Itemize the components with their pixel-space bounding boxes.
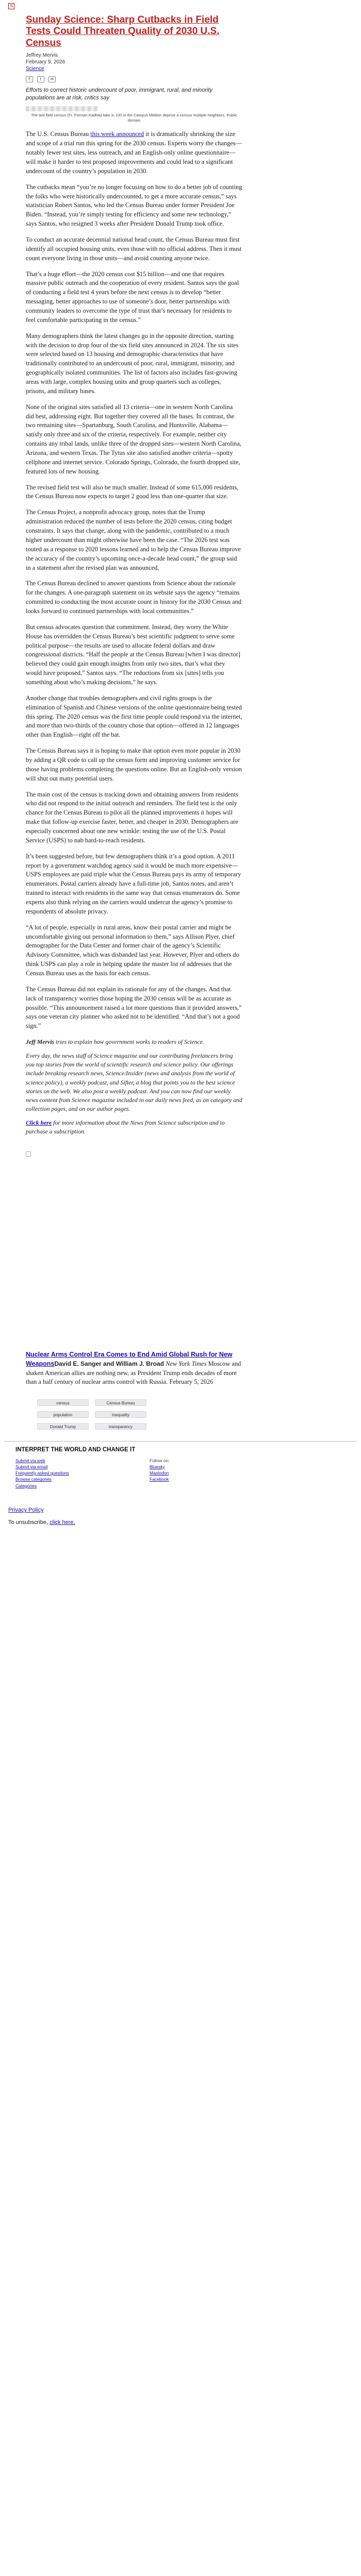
twitter-share-icon[interactable]: t (37, 76, 44, 82)
footer-link[interactable]: Submit via web (15, 1458, 45, 1463)
tag[interactable]: population (37, 1411, 89, 1418)
footer-left (15, 1458, 150, 1489)
source-link[interactable]: Science (26, 66, 44, 72)
tag[interactable]: Donald Trump (37, 1423, 89, 1430)
related-title[interactable]: Nuclear Arms Control Era Comes to End Amid Global Rush for New Weapons (26, 1351, 233, 1367)
follow-label: Follow on: (150, 1458, 170, 1463)
figure-caption: The last field census (Fr. Forman Kadhla) take in 100 in the Campus Mekker deprive a census multiple neighbors. Public domain (31, 112, 237, 123)
article-paragraph: The Census Bureau declined to answer questions from Science about the rationale for the changes. A one-paragraph statement on its website says the agency “remains committed to conducting the most accurate count in history for the 2030 Census and looks forward to continued partnerships with local communities.” (26, 580, 242, 615)
footer-divider (4, 1441, 357, 1442)
social-link[interactable]: Mastodon (150, 1470, 169, 1476)
privacy-policy-link[interactable]: Privacy Policy (8, 1507, 44, 1514)
author: Jeffrey Mervis (26, 53, 58, 59)
article-deck: Efforts to correct historic undercount of poor, immigrant, rural, and minority populations are at risk, critics say (26, 87, 212, 101)
promo-image[interactable] (26, 1151, 242, 1337)
article-paragraph: But census advocates question that commitment. Instead, they worry the White House has overridden the Census Bureau’s best scientific judgment to serve some political purpose—the results are used to allocate federal dollars and draw congressional districts. “Half the people at the Census Bureau [when I was director] believed they could gain enough insights from only two sites, that’s what they would have proposed,” Santos says. “The reductions from six [sites] tells you something about who’s making decisions,” he says. (26, 623, 240, 686)
broken-image-icon (26, 1151, 31, 1157)
about-section (26, 1038, 242, 1136)
related-outlet: New York Times (166, 1360, 207, 1367)
article-paragraph: None of the original sites satisfied all 13 criteria—one in western North Carolina did best, addressing eight. But together they covered all the bases. In contrast, the two remaining sites—Spartanburg, South Carolina, and Huntsville, Alabama—satisfy only three and six of the criteria, respectively. For example, neither city contains any tribal lands, unlike three of the dropped sites—western North Carolina, Arizona, and western Texas. The Tytus site also satisfied another criteria—spotty cellphone and internet service. Colorado Springs, Colorado, the fourth dropped site, featured lots of new housing. (26, 403, 242, 475)
article-paragraph: That’s a huge effort—the 2020 census cost $15 billion—and one that requires massive public outreach and the cooperation of every resident. Santos says the goal of conducting a field test 4 years before the next census is to develop “better messaging, better approaches to use of someone’s door, better partnerships with community leaders to overcome the type of trust that’s necessary for residents to feel comfortable participating in the census.” (26, 270, 239, 324)
article-paragraph: It’s been suggested before, but few demographers think it’s a good option. A 2011 report by a government watchdog agency said it would be much more expensive—USPS employees are paid triple what the Census Bureau pays its army of temporary enumerators. Postal carriers already have a full-time job, Santos notes, and aren’t trained to interact with residents in the same way that census enumerators do. Some experts also think relying on the carriers would undercut the agency’s promise to respondents of absolute privacy. (26, 852, 241, 915)
related-date: February 5, 2026 (169, 1378, 214, 1386)
bio-text: tries to explain how government works to readers of Science. (54, 1038, 204, 1046)
article-paragraph: The main cost of the census is tracking down and obtaining answers from residents who did not respond to the initial outreach and reminders. The field test is the only chance for the Census Bureau to pilot all the planned improvements it hopes will make that follow-up exercise faster, better, and cheaper in 2030. Demographers are especially concerned about one new wrinkle: testing the use of the U.S. Postal Service (USPS) to nab hard-to-reach residents. (26, 790, 238, 844)
email-share-icon[interactable]: ✉ (48, 76, 56, 82)
date: February 9, 2026 (26, 59, 65, 65)
related-text: Moscow and shaken American allies are nothing new, as President Trump ends decades of more than a half century of nuclear arms control with Russia. (26, 1360, 241, 1386)
subscribe-link[interactable]: Click here (26, 1118, 52, 1126)
social-link[interactable]: Bluesky (150, 1464, 165, 1469)
bio-name: Jeff Mervis (26, 1038, 55, 1046)
article-figure (26, 106, 242, 123)
article-paragraph: Another change that troubles demographers and civil rights groups is the elimination of Spanish and Chinese versions of the online questionnaire being tested this spring. The 2020 census was the first time people could respond via the internet, and more than two-thirds of the country chose that option—offered in 12 languages other than English—right off the bat. (26, 694, 242, 739)
unsubscribe-link[interactable]: click here. (50, 1519, 75, 1526)
tag[interactable]: census (37, 1399, 89, 1406)
header (4, 0, 357, 11)
tag[interactable]: inequality (95, 1411, 146, 1418)
article-paragraph: The Census Bureau did not explain its rationale for any of the changes. And that lack of transparency worries those hoping the 2030 census will be as accurate as possible. “This announcement raised a lot more questions than it provided answers,” says one veteran city planner who asked not to be identified. “And that’s not a good sign.” (26, 985, 242, 1030)
footer-right (150, 1458, 253, 1489)
article-paragraph: The Census Project, a nonprofit advocacy group, notes that the Trump administration reduced the number of tests before the 2020 census, citing budget constraints. It says that change, along with the pandemic, contributed to a much higher undercount than might otherwise have been the case. “The 2026 test was touted as a response to 2020 lessons learned and to help the Census Bureau improve the accuracy of the country’s upcoming once-a-decade head count,” the group said in a statement after the revised plan was announced. (26, 509, 241, 571)
tag[interactable]: transparency (95, 1423, 146, 1430)
unsubscribe-row (8, 1519, 357, 1543)
article-title[interactable]: Sunday Science: Sharp Cutbacks in Field Tests Could Threaten Quality of 2030 U.S. Census (26, 14, 220, 48)
article-paragraph: The revised field test will also be much smaller. Instead of some 615,000 residents, the Census Bureau now expects to target 2 good less than one-quarter that size. (26, 483, 239, 500)
article-body (26, 130, 242, 1031)
related-story (26, 1350, 242, 1387)
related-authors: David E. Sanger and William J. Broad (54, 1360, 164, 1367)
footer-links (15, 1458, 357, 1489)
footer-link[interactable]: Categories (15, 1483, 37, 1488)
article-paragraph: Many demographers think the latest changes go in the opposite direction, starting with the decision to drop four of the six field sites announced in 2024. The six sites were selected based on 13 housing and demographic characteristics that have traditionally contributed to an undercount of poor, rural, immigrant, minority, and geographically isolated communities. The list of factors also includes fast-growing areas with large, complex housing units and group quarters such as colleges, prisons, and military bases. (26, 332, 239, 395)
article-paragraph: “A lot of people, especially in rural areas, know their postal carrier and might be uncomfortable giving out personal information to them,” says Allison Plyer, chief demographer for the Data Center and former chair of the agency’s Scientific Advisory Committee, which was disbanded last year. However, Plyer and others do think USPS can play a role in helping update the master list of addresses that the Census Bureau uses as the basis for each census. (26, 923, 239, 977)
tag-list (37, 1399, 242, 1430)
byline (26, 52, 242, 72)
footer-heading: INTERPRET THE WORLD AND CHANGE IT (15, 1446, 136, 1453)
article-paragraph: The cutbacks mean “you’re no longer focusing on how to do a better job of counting the folks who were historically undercounted, to get a more accurate census,” says statistician Robert Santos, who led the Census Bureau under former President Joe Biden. “Instead, you’re simply testing for efficiency and some new technology,” says Santos, who resigned 3 weeks after President Donald Trump took office. (26, 183, 242, 228)
facebook-share-icon[interactable]: f (26, 76, 33, 82)
announcement-link[interactable]: this week announced (90, 130, 144, 138)
footer-link[interactable]: Frequently asked questions (15, 1470, 69, 1476)
about-text: Every day, the news staff of Science magazine and our contributing freelancers bring you top stories from the world of scientific research and science policy. Our offerings include breaking research news, Science/Insider (news and analysis from the world of science policy), a weekly podcast, and Sifter, a blog that points you to the best science stories on the web. We also post a weekly podcast. And you can now find our weekly news content from Science magazine included in our daily news feed, as on category and collection pages, and on our author pages. (26, 1052, 242, 1112)
footer-link[interactable]: Submit via email (15, 1464, 48, 1469)
subscribe-text: for more information about the News from Science subscription and to purchase a subscription. (26, 1118, 225, 1136)
article-paragraph: To conduct an accurate decennial national head count, the Census Bureau must first identify all occupied housing units, even those with no official address. Then it must count everyone living in those units—and avoid counting anyone twice. (26, 236, 242, 262)
unsubscribe-prefix: To unsubscribe, (8, 1519, 50, 1526)
article-paragraph: The Census Bureau says it is hoping to make that option even more popular in 2030 by adding a QR code to call up the census form and improving customer service for those having problems completing the questions online. But an English-only version will shut out many potential users. (26, 747, 242, 782)
privacy-row (8, 1506, 357, 1515)
article-paragraph: The U.S. Census Bureau this week announced it is dramatically shrinking the size and scope of a trial run this spring for the 2030 census. Experts worry the changes—notably fewer test sites, less outreach, and an English-only online questionnaire—will make it harder to test proposed improvements and could lead to a significant undercount of the country’s population in 2030. (26, 130, 242, 175)
site-logo-icon[interactable]: S (8, 3, 14, 9)
share-bar (26, 76, 242, 82)
article (26, 14, 242, 1430)
footer-link[interactable]: Browse categories (15, 1477, 52, 1482)
social-link[interactable]: Facebook (150, 1477, 169, 1482)
article-image (26, 106, 98, 111)
tag[interactable]: Census Bureau (95, 1399, 146, 1406)
